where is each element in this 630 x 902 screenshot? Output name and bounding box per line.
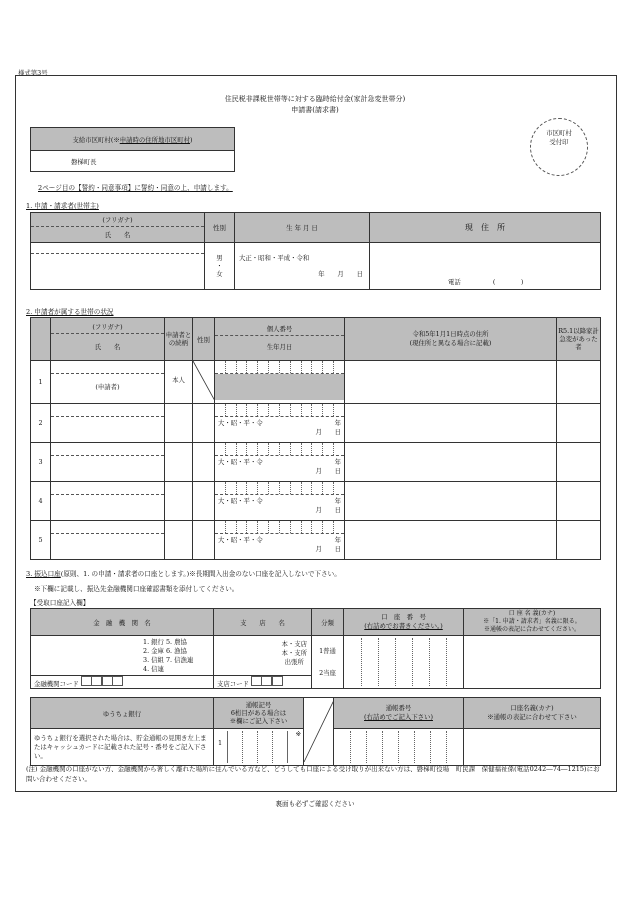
phone-label: 電話 [448, 278, 461, 286]
row-change-input[interactable] [557, 521, 601, 560]
household-table [30, 317, 601, 560]
row-relation-input[interactable] [165, 482, 193, 521]
consent-text: 2ページ目の【誓約・同意事項】に誓約・同意の上、申請します。 [38, 184, 233, 192]
row-dob-input[interactable]: 大・昭・平・令 年 月 日 [218, 458, 341, 475]
branch-label: 支 店 名 [214, 609, 312, 636]
branch-code-label: 支店コード [217, 680, 249, 688]
diagonal-line-icon [304, 700, 334, 762]
row-gender-input[interactable] [193, 443, 215, 482]
holder-note-2: ※通帳の表記に合わせてください。 [483, 626, 580, 633]
bank-table [30, 608, 601, 689]
form-id: 様式第3号 [18, 69, 48, 77]
row-dob-input[interactable]: 大・昭・平・令 年 月 日 [218, 497, 341, 514]
municipality-name[interactable]: 磐梯町長 [31, 151, 235, 172]
row-address-input[interactable] [345, 404, 557, 443]
furigana-label: (フリガナ) [31, 213, 204, 227]
passbook-no-input[interactable] [334, 729, 464, 766]
row-furigana-input[interactable] [51, 404, 164, 417]
section1-heading: 1. 申請・請求者(世帯主) [26, 202, 99, 210]
yucho-label: ゆうちょ銀行 [31, 698, 214, 729]
row-furigana-input[interactable] [51, 361, 164, 374]
gender-label: 性別 [205, 213, 235, 243]
title-line-2: 申請書(請求書) [291, 106, 339, 114]
change-label: R5.1以降家計急変があった者 [557, 318, 601, 361]
row-dob-input[interactable]: 大・昭・平・令 年 月 日 [218, 419, 341, 436]
mynumber-input[interactable] [215, 443, 344, 456]
row-address-input[interactable] [345, 443, 557, 482]
row-address-input[interactable] [345, 521, 557, 560]
name-input[interactable] [31, 254, 204, 288]
row-address-input[interactable] [345, 482, 557, 521]
row-gender-input[interactable] [193, 521, 215, 560]
type-label: 分類 [312, 609, 344, 636]
row-relation-input[interactable] [165, 521, 193, 560]
yucho-instructions: ゆうちょ銀行を選択された場合は、貯金通帳の見開き左上またはキャッシュカードに記載された記号・番号をご記入下さい。 [31, 729, 214, 766]
name-label: 氏 名 [104, 231, 131, 239]
type-2: 2当座 [319, 669, 336, 677]
mynumber-input[interactable] [215, 404, 344, 417]
account-no-label: 口 座 番 号 [381, 613, 426, 621]
furigana-input[interactable] [31, 243, 204, 254]
address-label: 現 住 所 [370, 213, 601, 243]
address-h2: (現住所と異なる場合に記載) [409, 339, 492, 347]
type-1: 1普通 [319, 647, 336, 655]
row-gender-crossed [193, 361, 215, 404]
hh-name-label: 氏 名 [94, 342, 121, 351]
passbook-symbol-input[interactable] [214, 729, 304, 766]
section3-heading-rest: (原則、1. の申請・請求者の口座とします。)※長期間入出金のない口座を記入しないで下さい。 [60, 570, 341, 578]
era-options: 大正・昭和・平成・令和 [239, 254, 310, 262]
row-change-input[interactable] [557, 482, 601, 521]
section2-heading: 2. 申請者が属する世帯の状況 [26, 308, 114, 316]
footer-note: 裏面も必ずご確認ください [275, 800, 355, 808]
gender-options[interactable]: 男 ・ 女 [205, 243, 235, 290]
row-gender-input[interactable] [193, 482, 215, 521]
phone-paren: ( ) [492, 278, 524, 286]
relation-label: 申請者との続柄 [165, 318, 193, 361]
section3-heading-label: 3. 振込口座 [26, 570, 61, 578]
row-change-input[interactable] [557, 443, 601, 482]
mynumber-label: 個人番号 [215, 322, 344, 336]
row-relation-input[interactable] [165, 443, 193, 482]
passbook-no-note: (右詰めでご記入下さい) [364, 713, 433, 721]
row-no: 5 [31, 521, 51, 560]
account-entry-heading: 【受取口座記入欄】 [30, 599, 90, 607]
mynumber-input[interactable] [215, 521, 344, 534]
row-furigana-input[interactable] [51, 482, 164, 495]
kome-mark: ※ [295, 730, 301, 738]
row-no: 4 [31, 482, 51, 521]
bank-type-options: 1. 銀行 5. 農協 2. 金庫 6. 漁協 3. 信組 7. 信漁連 4. 信連 [143, 638, 194, 673]
row-name: (申請者) [95, 383, 120, 391]
row-furigana-input[interactable] [51, 443, 164, 456]
mynumber-input[interactable] [215, 361, 344, 374]
stamp-line-1: 市区町村 [546, 129, 572, 137]
municipality-label-suffix: ) [190, 135, 193, 144]
mynumber-input[interactable] [215, 482, 344, 495]
hh-furigana-label: (フリガナ) [51, 320, 164, 334]
footnote: (注) 金融機関の口座がない方、金融機関から著しく離れた場所に住んでいる方など、どうしても口座による受け取りが出来ない方は、磐梯町役場 町民課 保健福祉係(電話0242―74―1215)にお問い合わせください。 [26, 765, 600, 783]
title-line-1: 住民税非課税世帯等に対する臨時給付金(家計急変世帯分) [224, 95, 406, 103]
passbook-symbol-label: 通帳記号 [245, 701, 272, 709]
passbook-crossed-cell [304, 698, 334, 766]
row-relation-input[interactable] [165, 404, 193, 443]
row-furigana-input[interactable] [51, 521, 164, 534]
row-no: 2 [31, 404, 51, 443]
holder-input[interactable] [464, 636, 601, 689]
row-dob-input[interactable]: 大・昭・平・令 年 月 日 [218, 536, 341, 553]
account-no-note: (右詰めでお書きください。) [364, 622, 443, 630]
account-type-options[interactable] [312, 636, 344, 689]
municipality-box [30, 127, 235, 172]
form-title [0, 94, 630, 116]
symbol-prefix: 1 [218, 739, 223, 747]
branch-name-input[interactable] [214, 636, 312, 689]
holder-note-1: ※「1. 申請・請求者」名義に限る。 [483, 618, 581, 625]
stamp-line-2: 受付印 [549, 138, 569, 146]
dob-label: 生 年 月 日 [235, 213, 370, 243]
holder-label: 口 座 名 義(カナ) [508, 610, 556, 617]
bank-name-input[interactable] [31, 636, 214, 689]
hh-gender-label: 性別 [193, 318, 215, 361]
hh-dob-label: 生年月日 [266, 342, 293, 351]
bank-code-label: 金融機関コード [34, 680, 79, 688]
section3-heading [26, 568, 341, 578]
row-relation: 本人 [165, 361, 193, 404]
address-input[interactable] [370, 243, 601, 290]
diagonal-line-icon [193, 361, 215, 401]
branch-type-options: 本・支店 本・支所 出張所 [281, 640, 307, 666]
bank-label: 金 融 機 関 名 [31, 609, 214, 636]
section3-note: ※下欄に記載し、振込先金融機関口座確認書類を添付してください。 [34, 585, 239, 593]
dob-input[interactable] [235, 243, 370, 290]
ymd-label: 年 月 日 [318, 270, 363, 278]
municipality-label-prefix: 支給市区町村(※ [72, 135, 120, 144]
row-address-input[interactable] [345, 361, 557, 404]
row-change-input[interactable] [557, 361, 601, 404]
row-gender-input[interactable] [193, 404, 215, 443]
municipality-label-link: 申請時の住所地市区町村 [119, 135, 191, 144]
yucho-holder-note: ※通帳の表記に合わせて下さい [487, 713, 577, 721]
passbook-note-2: ※欄にご記入下さい [229, 717, 288, 725]
row-change-input[interactable] [557, 404, 601, 443]
yucho-holder-input[interactable] [464, 729, 601, 766]
account-no-input[interactable] [344, 636, 464, 689]
passbook-no-label: 通帳番号 [385, 704, 412, 712]
yucho-holder-label: 口座名義(カナ) [510, 704, 554, 712]
passbook-note-1: 6桁目がある場合は [230, 709, 287, 717]
applicant-table [30, 212, 601, 290]
yucho-table [30, 697, 601, 766]
reception-stamp-area [530, 118, 588, 176]
row-no: 3 [31, 443, 51, 482]
address-h1: 令和5年1月1日時点の住所 [412, 330, 489, 338]
row-no: 1 [31, 361, 51, 404]
